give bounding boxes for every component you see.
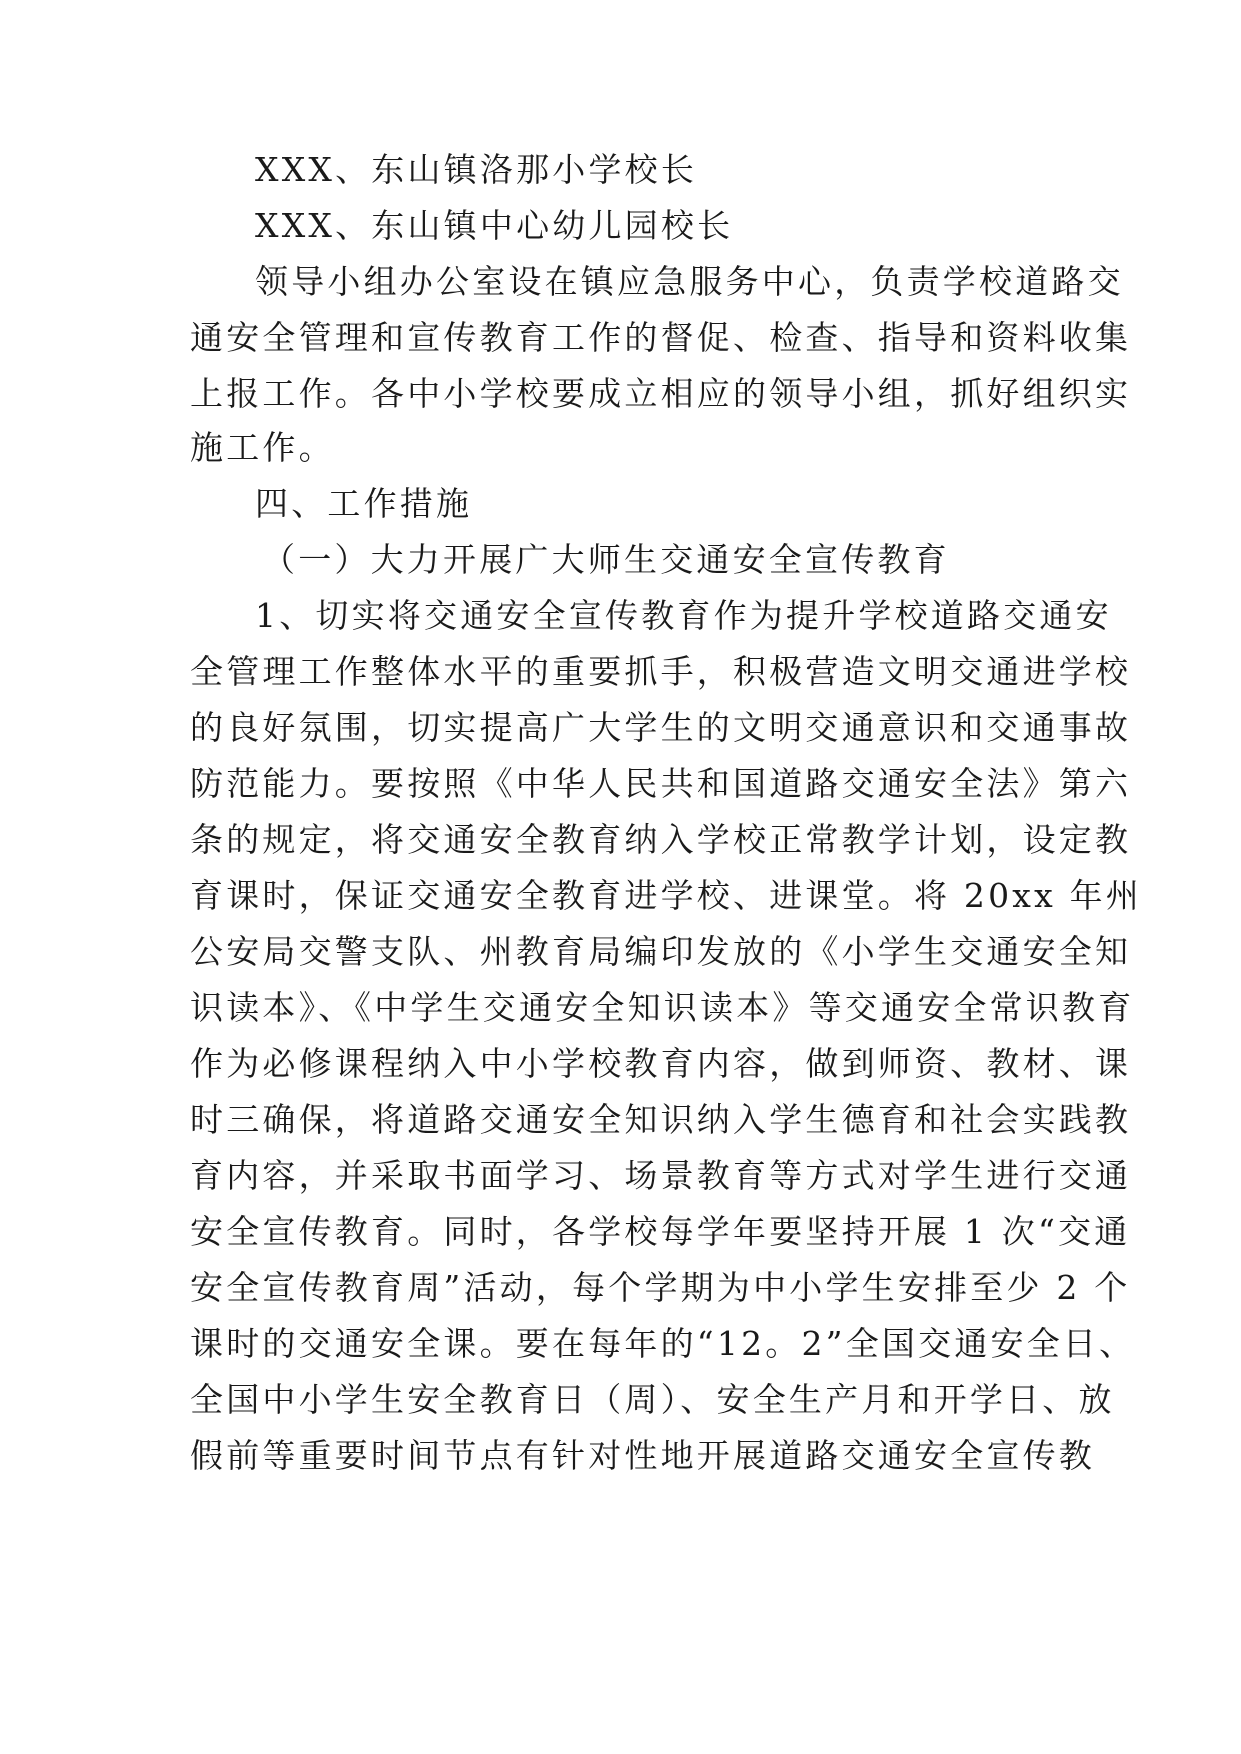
body-line: 时三确保，将道路交通安全知识纳入学生德育和社会实践教 [190, 1100, 1132, 1139]
body-line: 假前等重要时间节点有针对性地开展道路交通安全宣传教 [190, 1436, 1095, 1475]
body-line: 上报工作。各中小学校要成立相应的领导小组，抓好组织实 [190, 374, 1132, 413]
body-line: 全管理工作整体水平的重要抓手，积极营造文明交通进学校 [190, 652, 1132, 691]
body-line: 安全宣传教育周”活动，每个学期为中小学生安排至少 2 个 [190, 1268, 1131, 1307]
section-heading: 四、工作措施 [255, 484, 473, 523]
body-line: 安全宣传教育。同时，各学校每学年要坚持开展 1 次“交通 [190, 1212, 1131, 1251]
body-line: 施工作。 [190, 428, 335, 467]
body-line: XXX、东山镇洛那小学校长 [255, 150, 698, 189]
body-line: 全国中小学生安全教育日（周）、安全生产月和开学日、放 [190, 1380, 1115, 1419]
paragraph-first-line: 1、切实将交通安全宣传教育作为提升学校道路交通安 [255, 596, 1112, 635]
body-line: 识读本》、《中学生交通安全知识读本》等交通安全常识教育 [190, 988, 1135, 1027]
body-line: 作为必修课程纳入中小学校教育内容，做到师资、教材、课 [190, 1044, 1132, 1083]
body-line: 的良好氛围，切实提高广大学生的文明交通意识和交通事故 [190, 708, 1132, 747]
body-line: 防范能力。要按照《中华人民共和国道路交通安全法》第六 [190, 764, 1132, 803]
paragraph-first-line: 领导小组办公室设在镇应急服务中心，负责学校道路交 [255, 262, 1124, 301]
body-line: 通安全管理和宣传教育工作的督促、检查、指导和资料收集 [190, 318, 1132, 357]
subsection-heading: （一）大力开展广大师生交通安全宣传教育 [262, 540, 950, 579]
body-line: 条的规定，将交通安全教育纳入学校正常教学计划，设定教 [190, 820, 1132, 859]
body-line: 育课时，保证交通安全教育进学校、进课堂。将 20xx 年州 [190, 876, 1142, 915]
body-line: 育内容，并采取书面学习、场景教育等方式对学生进行交通 [190, 1156, 1132, 1195]
body-line: 公安局交警支队、州教育局编印发放的《小学生交通安全知 [190, 932, 1132, 971]
body-line: 课时的交通安全课。要在每年的“12。2”全国交通安全日、 [190, 1324, 1136, 1363]
body-line: XXX、东山镇中心幼儿园校长 [255, 206, 734, 245]
